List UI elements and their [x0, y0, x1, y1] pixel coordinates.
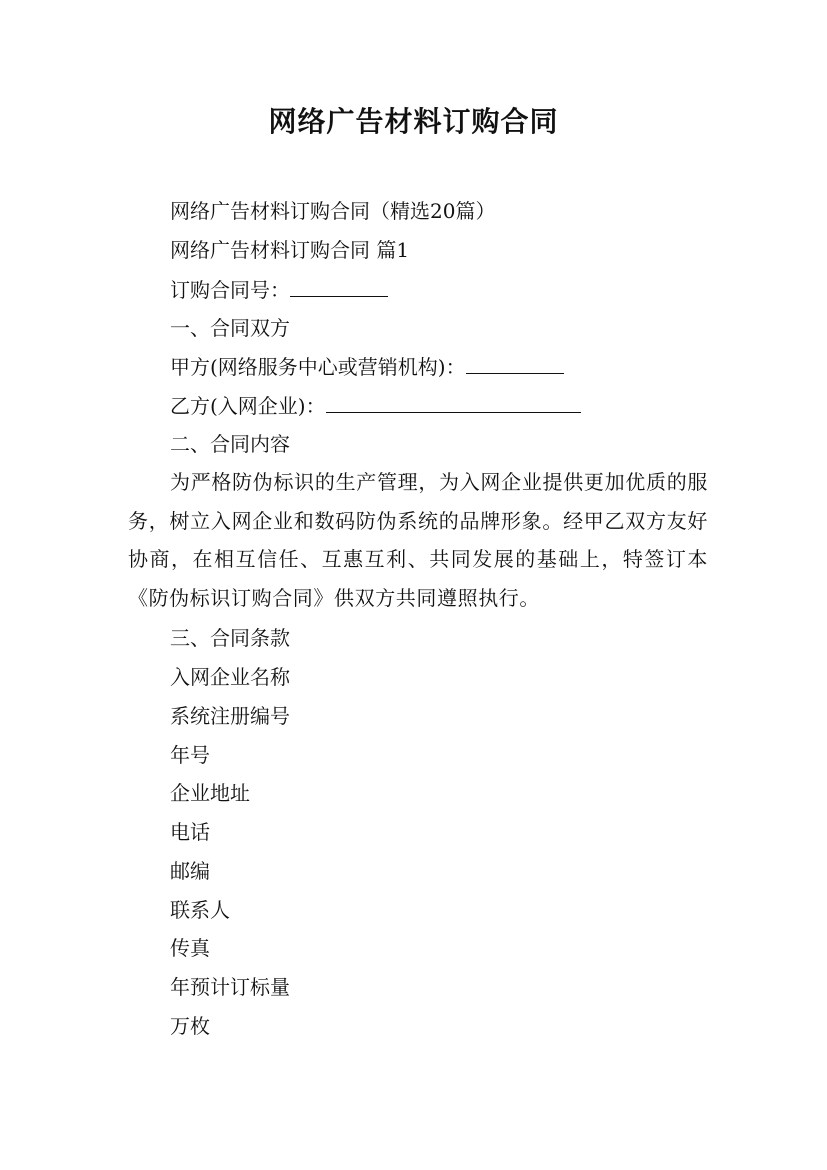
- field-registration-number: 系统注册编号: [170, 704, 290, 728]
- party-b-label: 乙方(入网企业)：: [170, 394, 326, 418]
- contract-number-blank: [290, 276, 388, 297]
- field-year-number: 年号: [170, 743, 210, 767]
- section-heading-parties: 一、合同双方: [170, 316, 290, 340]
- contract-number-label: 订购合同号：: [170, 278, 290, 302]
- field-company-address: 企业地址: [170, 781, 250, 805]
- party-a-line: [170, 353, 564, 380]
- section-heading-content: 二、合同内容: [170, 432, 290, 456]
- party-b-line: [170, 392, 581, 419]
- field-phone: 电话: [170, 820, 210, 844]
- field-contact-person: 联系人: [170, 898, 230, 922]
- field-company-name: 入网企业名称: [170, 665, 290, 689]
- field-unit: 万枚: [170, 1014, 210, 1038]
- field-postcode: 邮编: [170, 859, 210, 883]
- chapter-heading: 网络广告材料订购合同 篇1: [170, 238, 410, 262]
- party-a-label: 甲方(网络服务中心或营销机构)：: [170, 355, 466, 379]
- section-heading-terms: 三、合同条款: [170, 626, 290, 650]
- document-title: 网络广告材料订购合同: [268, 105, 559, 138]
- contract-number-line: [170, 276, 388, 303]
- party-b-blank: [326, 392, 581, 413]
- party-a-blank: [466, 353, 564, 374]
- intro-paragraph: 为严格防伪标识的生产管理，为入网企业提供更加优质的服务，树立入网企业和数码防伪系统的品牌形象。经甲乙双方友好协商，在相互信任、互惠互利、共同发展的基础上，特签订本《防伪标识订购合同》供双方共同遵照执行。: [128, 470, 708, 610]
- field-fax: 传真: [170, 936, 210, 960]
- subtitle-line: 网络广告材料订购合同（精选20篇）: [170, 199, 496, 223]
- field-annual-quantity: 年预计订标量: [170, 975, 290, 999]
